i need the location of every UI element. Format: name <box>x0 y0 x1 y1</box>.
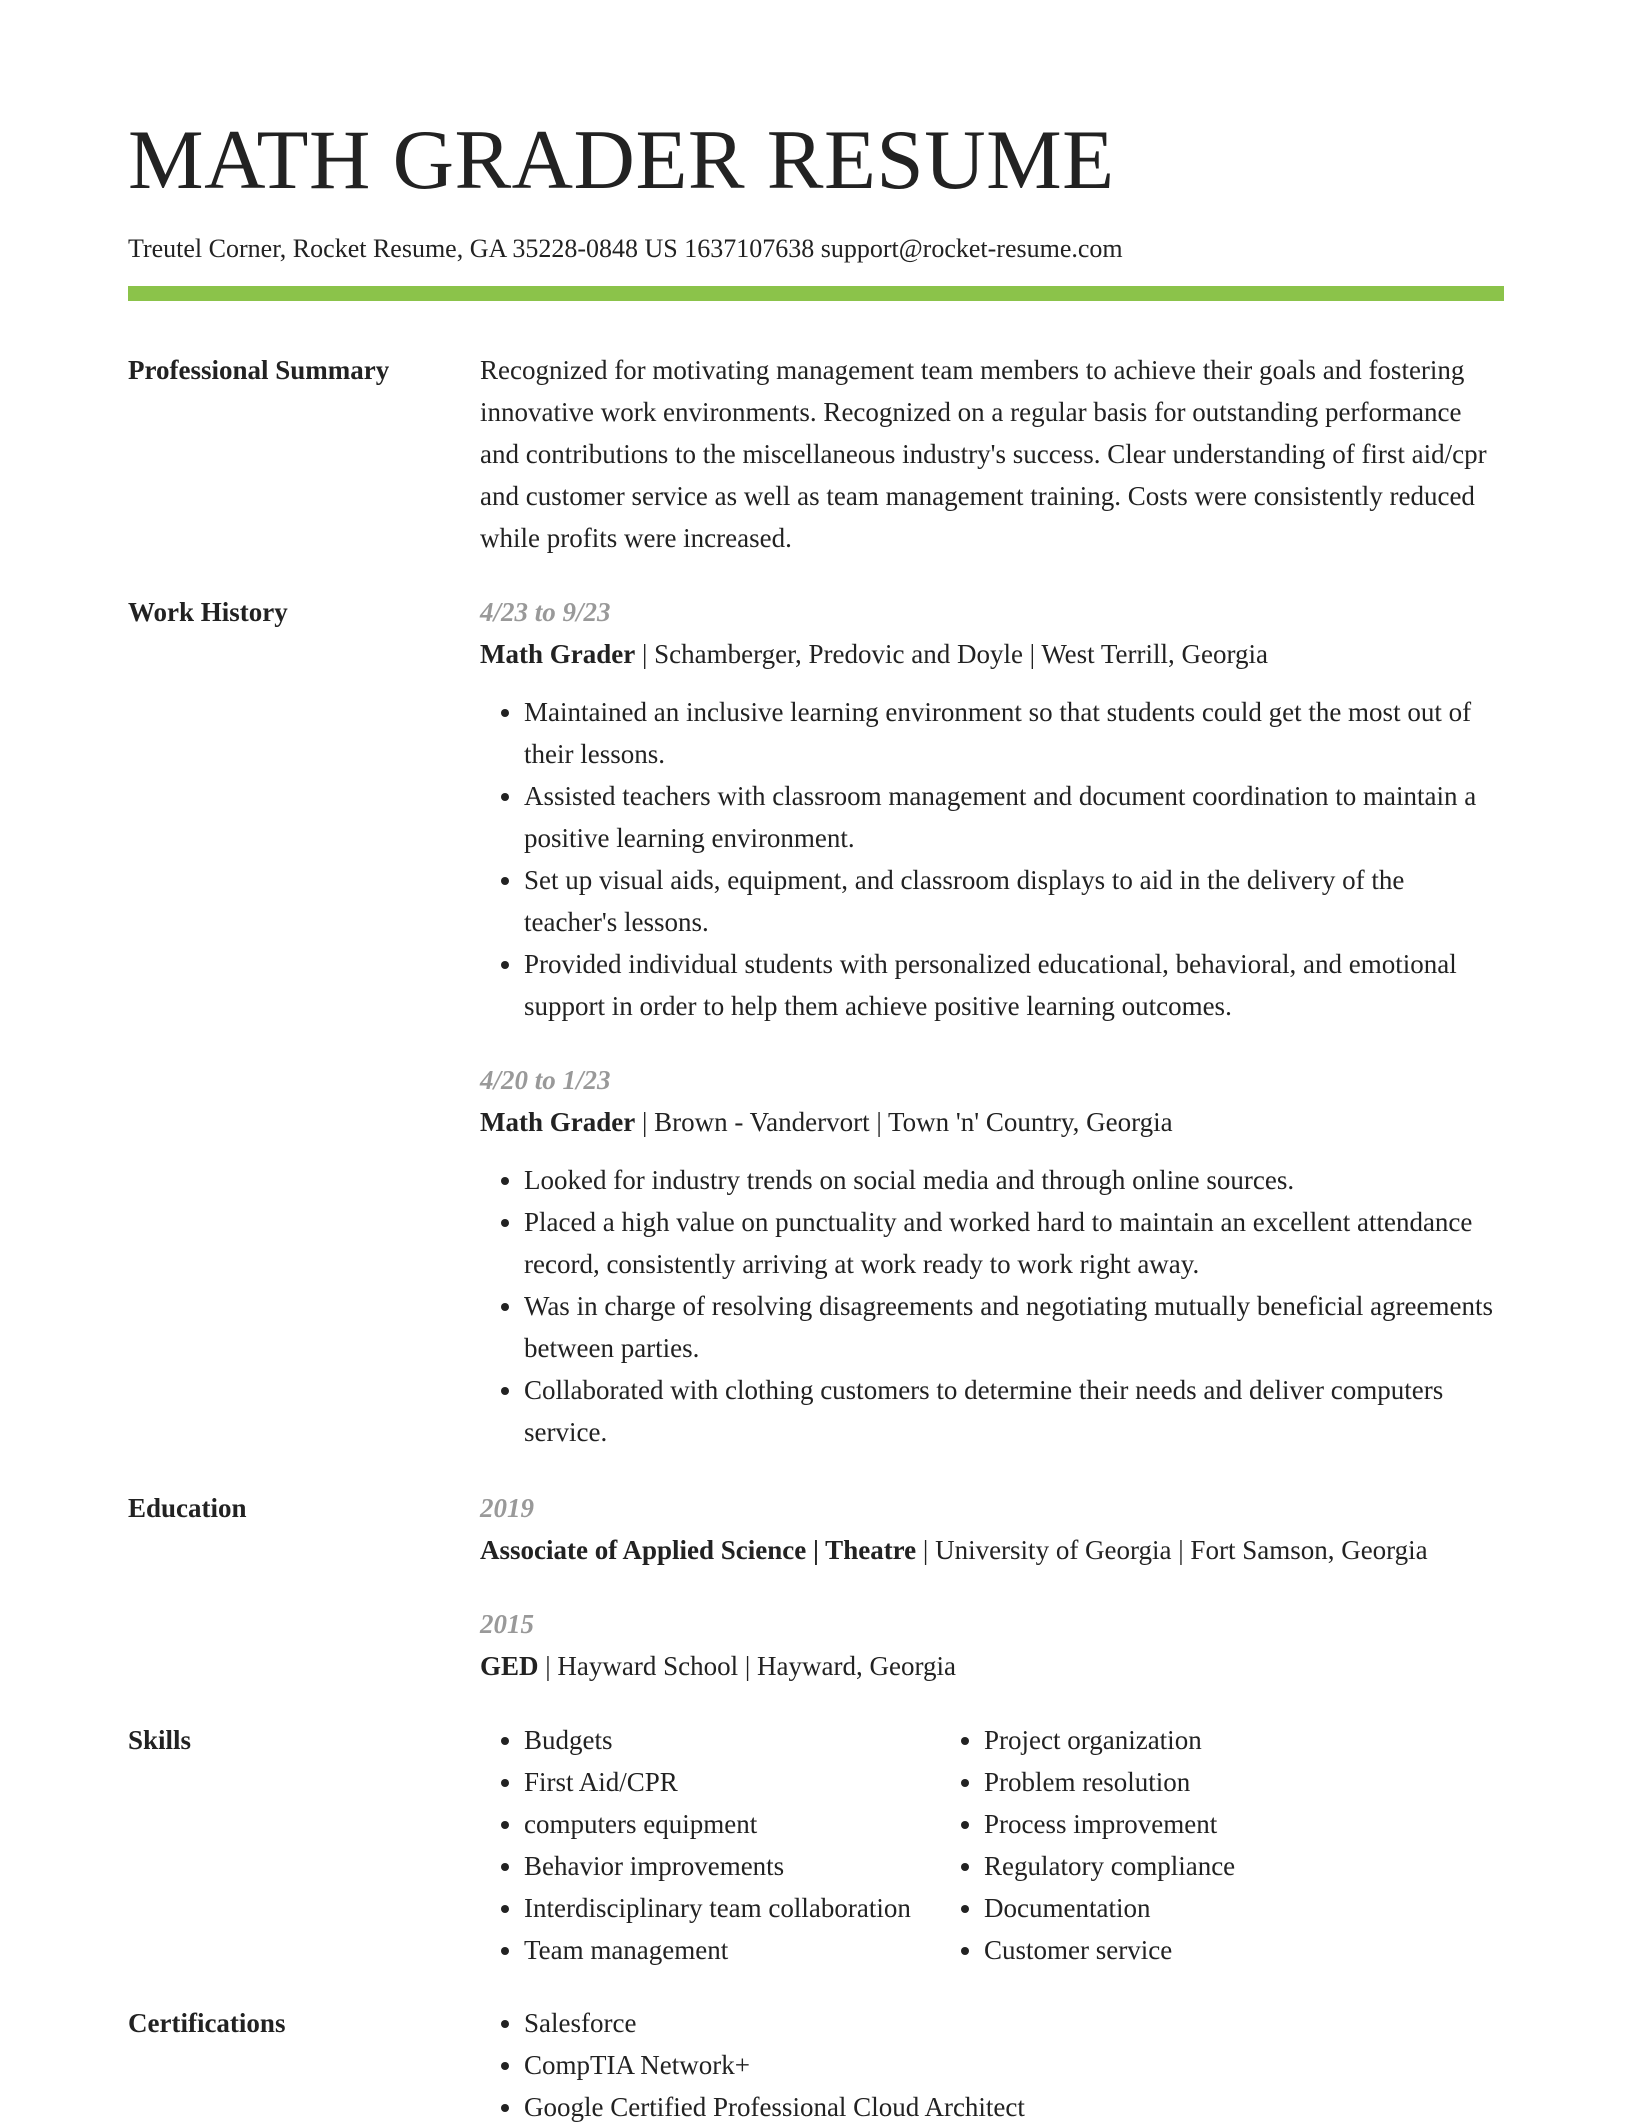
certifications-body <box>480 2002 1504 2128</box>
job-role-line <box>480 1101 1504 1143</box>
education-entry <box>480 1487 1504 1571</box>
skills-list <box>940 1719 1440 1971</box>
work-history-label: Work History <box>128 597 288 627</box>
job-dates: 4/23 to 9/23 <box>480 597 611 627</box>
education-label: Education <box>128 1493 247 1523</box>
skill-item: • First Aid/CPR <box>524 1761 940 1803</box>
education-line <box>480 1529 1504 1571</box>
job-bullet: • Looked for industry trends on social media and through online sources. <box>524 1159 1504 1201</box>
skill-item: • Regulatory compliance <box>984 1845 1440 1887</box>
skill-item: • Documentation <box>984 1887 1440 1929</box>
contact-line: Treutel Corner, Rocket Resume, GA 35228-0848 US 1637107638 support@rocket-resume.com <box>128 234 1123 263</box>
skills-label: Skills <box>128 1725 192 1755</box>
education-details: | University of Georgia | Fort Samson, Georgia <box>916 1535 1428 1565</box>
job-bullet: • Maintained an inclusive learning environment so that students could get the most out of their lessons. <box>524 691 1504 775</box>
education-year: 2015 <box>480 1609 534 1639</box>
education-details: | Hayward School | Hayward, Georgia <box>538 1651 956 1681</box>
summary-body <box>480 349 1504 559</box>
job-entry <box>480 591 1504 1027</box>
skill-item: • Customer service <box>984 1929 1440 1971</box>
job-bullets <box>480 1159 1504 1453</box>
skills-column-2 <box>940 1719 1440 1971</box>
job-bullet: • Set up visual aids, equipment, and classroom displays to aid in the delivery of the teacher's lessons. <box>524 859 1504 943</box>
job-details: | Schamberger, Predovic and Doyle | West Terrill, Georgia <box>635 639 1268 669</box>
skill-item: • Interdisciplinary team collaboration <box>524 1887 940 1929</box>
certification-item: • Salesforce <box>524 2002 1504 2044</box>
header-divider <box>128 286 1504 301</box>
job-dates: 4/20 to 1/23 <box>480 1065 611 1095</box>
job-title: Math Grader <box>480 1107 636 1137</box>
skill-item: • Process improvement <box>984 1803 1440 1845</box>
education-degree: Associate of Applied Science | Theatre <box>480 1535 917 1565</box>
certification-item: • CompTIA Network+ <box>524 2044 1504 2086</box>
certifications-list <box>480 2002 1504 2128</box>
skill-item: • computers equipment <box>524 1803 940 1845</box>
summary-label: Professional Summary <box>128 355 390 385</box>
job-bullet: • Was in charge of resolving disagreements and negotiating mutually beneficial agreements between parties. <box>524 1285 1504 1369</box>
skills-list <box>480 1719 940 1971</box>
education-year: 2019 <box>480 1493 534 1523</box>
skill-item: • Team management <box>524 1929 940 1971</box>
work-history-body <box>480 591 1504 1485</box>
skill-item: • Problem resolution <box>984 1761 1440 1803</box>
job-details: | Brown - Vandervort | Town 'n' Country, Georgia <box>635 1107 1173 1137</box>
skills-body <box>480 1719 1504 1971</box>
job-bullet: • Provided individual students with personalized educational, behavioral, and emotional support in order to help them achieve positive learning outcomes. <box>524 943 1504 1027</box>
job-bullet: • Collaborated with clothing customers to determine their needs and deliver computers service. <box>524 1369 1504 1453</box>
job-entry <box>480 1059 1504 1453</box>
resume-title: MATH GRADER RESUME <box>128 113 1115 207</box>
skill-item: • Budgets <box>524 1719 940 1761</box>
education-entry <box>480 1603 1504 1687</box>
education-line <box>480 1645 1504 1687</box>
job-bullet: • Assisted teachers with classroom management and document coordination to maintain a positive learning environment. <box>524 775 1504 859</box>
job-bullets <box>480 691 1504 1027</box>
skill-item: • Behavior improvements <box>524 1845 940 1887</box>
job-bullet: • Placed a high value on punctuality and worked hard to maintain an excellent attendance record, consistently arriving at work ready to work right away. <box>524 1201 1504 1285</box>
job-role-line <box>480 633 1504 675</box>
summary-text: Recognized for motivating management team members to achieve their goals and fostering innovative work environments. Recognized on a regular basis for outstanding performance and contributions to the miscellaneous industry's success. Clear understanding of first aid/cpr and customer service as well as team management training. Costs were consistently reduced while profits were increased. <box>480 355 1487 553</box>
job-title: Math Grader <box>480 639 636 669</box>
education-degree: GED <box>480 1651 539 1681</box>
skills-column-1 <box>480 1719 940 1971</box>
skill-item: • Project organization <box>984 1719 1440 1761</box>
certification-item: • Google Certified Professional Cloud Architect <box>524 2086 1504 2128</box>
certifications-label: Certifications <box>128 2008 286 2038</box>
education-body <box>480 1487 1504 1719</box>
